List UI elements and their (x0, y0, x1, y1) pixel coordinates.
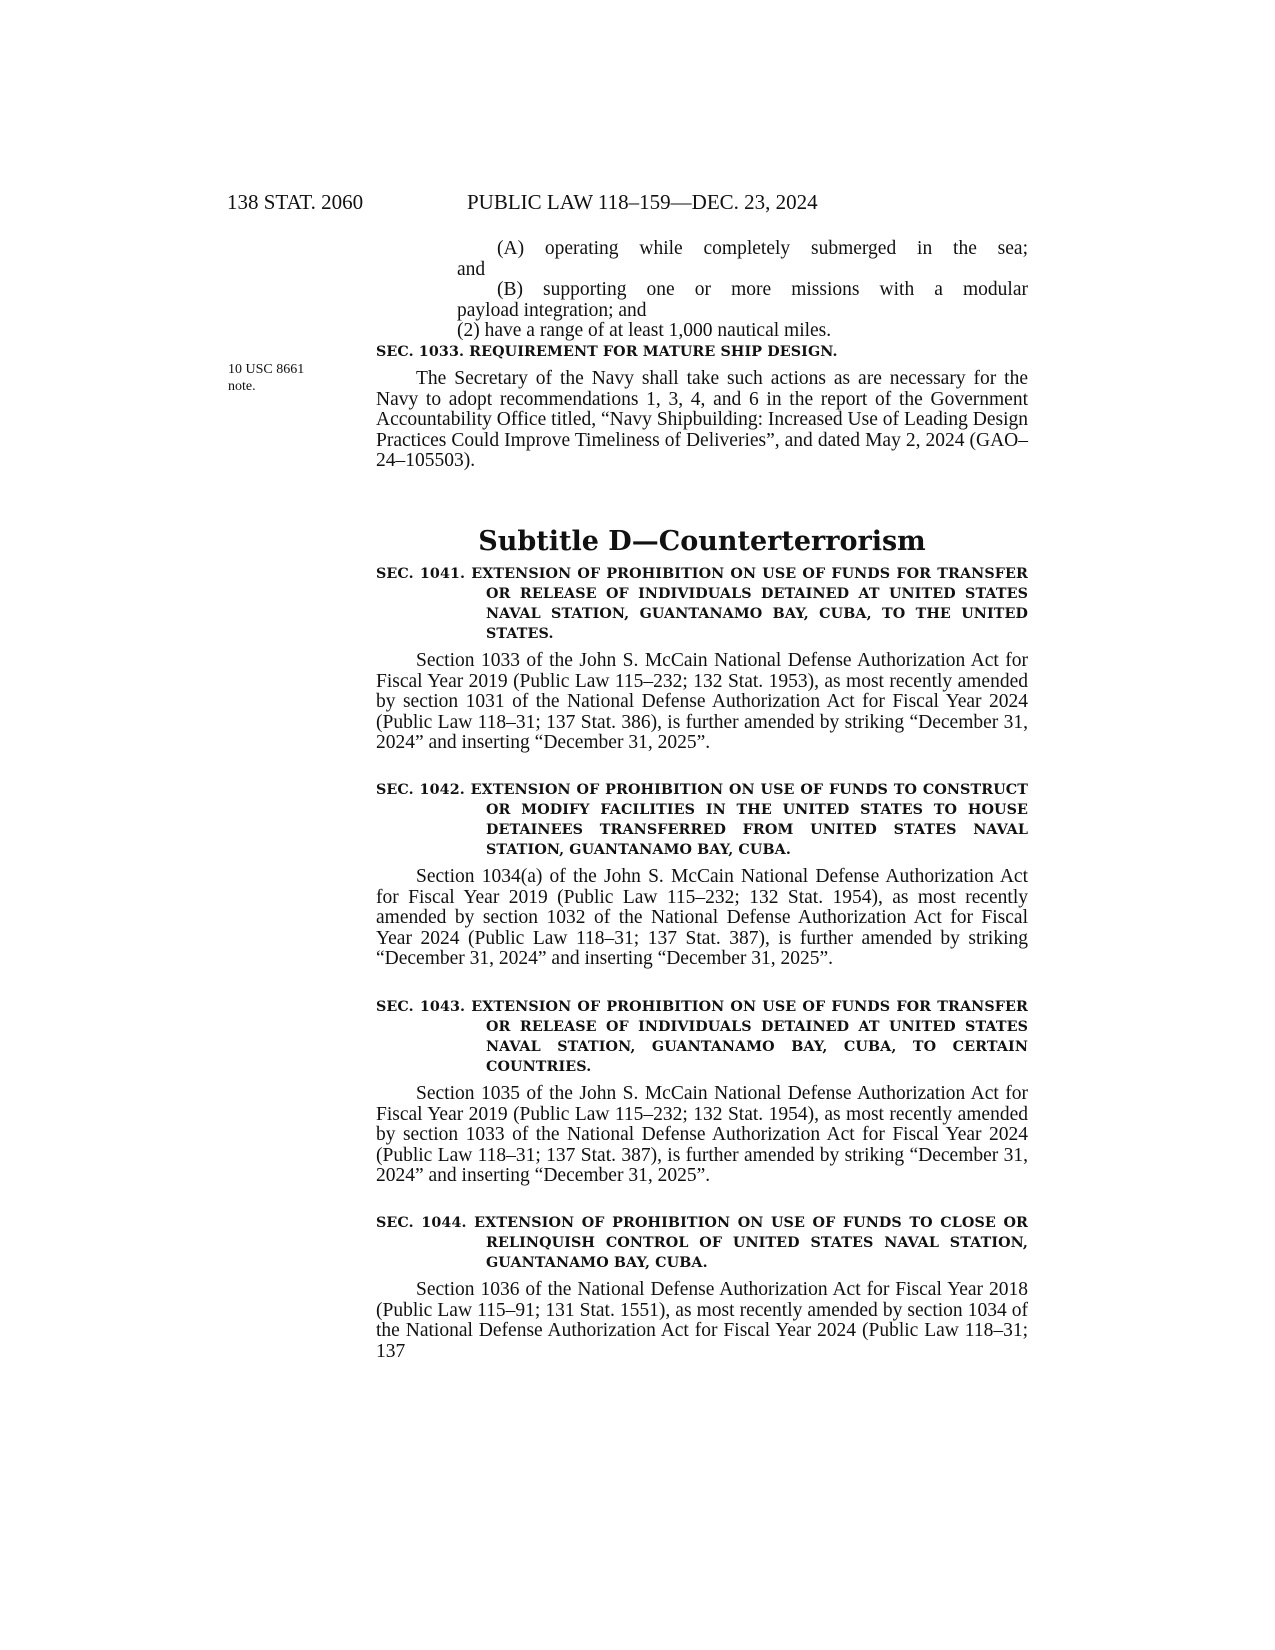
section-body: Section 1034(a) of the John S. McCain National Defense Authorization Act for Fiscal Year 2019 (Public Law 115–232; 132 Stat. 1954), as most recently amended by section 1032 of the National Defense Authorization Act for Fiscal Year 2024 (Public Law 118–31; 137 Stat. 387), is further amended by striking “December 31, 2024” and inserting “December 31, 2025”. (376, 866, 1028, 969)
clause-a-line2: and (457, 258, 486, 280)
page-header (227, 190, 927, 220)
margin-note-citation: 10 USC 8661 (228, 362, 305, 377)
stat-page-number: 138 STAT. 2060 (227, 190, 364, 214)
section-body: Section 1033 of the John S. McCain National Defense Authorization Act for Fiscal Year 2019 (Public Law 115–232; 132 Stat. 1953), as most recently amended by section 1031 of the National Defense Authorization Act for Fiscal Year 2024 (Public Law 118–31; 137 Stat. 386), is further amended by striking “December 31, 2024” and inserting “December 31, 2025”. (376, 650, 1028, 753)
subtitle-heading: Subtitle D—Counterterrorism (478, 526, 926, 557)
section-heading: SEC. 1033. REQUIREMENT FOR MATURE SHIP DESIGN. (376, 344, 838, 360)
section-1044 (376, 1213, 1028, 1362)
section-heading: SEC. 1042. EXTENSION OF PROHIBITION ON USE OF FUNDS TO CONSTRUCT OR MODIFY FACILITIES IN THE UNITED STATES TO HOUSE DETAINEES TRANSFERRED FROM UNITED STATES NAVAL STATION, GUANTANAMO BAY, CUBA. (376, 782, 1028, 858)
section-1033 (376, 342, 1028, 472)
section-1042 (376, 780, 1028, 970)
section-body: Section 1035 of the John S. McCain National Defense Authorization Act for Fiscal Year 2019 (Public Law 115–232; 132 Stat. 1954), as most recently amended by section 1033 of the National Defense Authorization Act for Fiscal Year 2024 (Public Law 118–31; 137 Stat. 387), is further amended by striking “December 31, 2024” and inserting “December 31, 2025”. (376, 1083, 1028, 1186)
clause-2: (2) have a range of at least 1,000 nautical miles. (457, 320, 832, 341)
section-1043 (376, 997, 1028, 1187)
section-heading: SEC. 1043. EXTENSION OF PROHIBITION ON USE OF FUNDS FOR TRANSFER OR RELEASE OF INDIVIDUALS DETAINED AT UNITED STATES NAVAL STATION, GUANTANAMO BAY, CUBA, TO CERTAIN COUNTRIES. (376, 999, 1028, 1075)
section-heading: SEC. 1044. EXTENSION OF PROHIBITION ON USE OF FUNDS TO CLOSE OR RELINQUISH CONTROL OF UNITED STATES NAVAL STATION, GUANTANAMO BAY, CUBA. (376, 1215, 1028, 1271)
clause-a-line1: (A) operating while completely submerged in the sea; (497, 238, 1028, 259)
prior-section-continuation (457, 239, 1028, 342)
section-1041 (376, 564, 1028, 754)
margin-note (228, 361, 338, 395)
public-law-citation: PUBLIC LAW 118–159—DEC. 23, 2024 (467, 190, 818, 214)
clause-b-line2: payload integration; and (457, 299, 647, 321)
section-heading: SEC. 1041. EXTENSION OF PROHIBITION ON USE OF FUNDS FOR TRANSFER OR RELEASE OF INDIVIDUALS DETAINED AT UNITED STATES NAVAL STATION, GUANTANAMO BAY, CUBA, TO THE UNITED STATES. (376, 566, 1028, 642)
section-body: The Secretary of the Navy shall take such actions as are necessary for the Navy to adopt recommendations 1, 3, 4, and 6 in the report of the Government Accountability Office titled, “Navy Shipbuilding: Increased Use of Leading Design Practices Could Improve Timeliness of Deliveries”, and dated May 2, 2024 (GAO–24–105503). (376, 368, 1028, 471)
section-body: Section 1036 of the National Defense Authorization Act for Fiscal Year 2018 (Public Law 115–91; 131 Stat. 1551), as most recently amended by section 1034 of the National Defense Authorization Act for Fiscal Year 2024 (Public Law 118–31; 137 (376, 1279, 1028, 1362)
clause-b-line1: (B) supporting one or more missions with a modular (497, 279, 1028, 300)
margin-note-label: note. (228, 379, 256, 394)
